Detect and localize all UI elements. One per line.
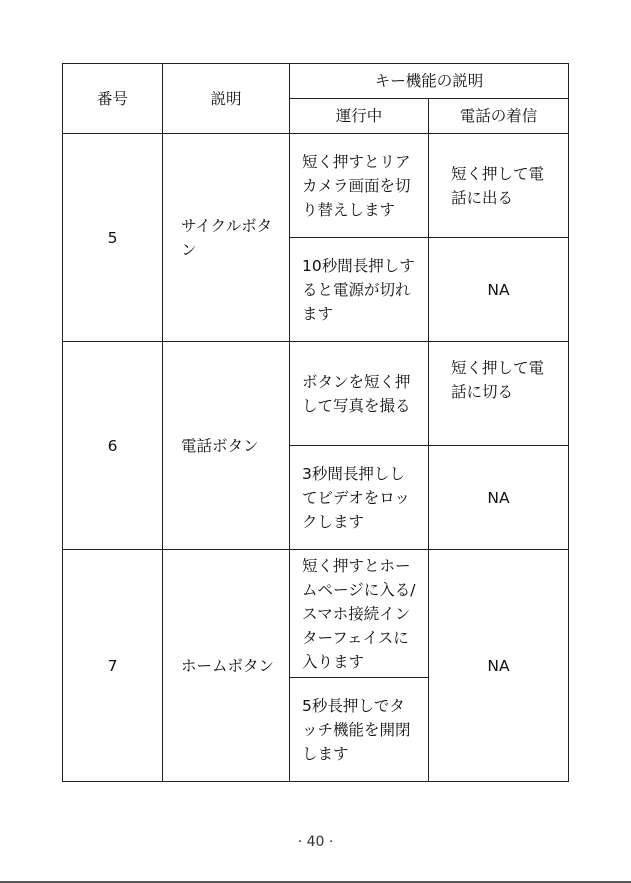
- running-action: 10秒間長押しすると電源が切れます: [290, 238, 429, 342]
- incoming-action: NA: [429, 446, 569, 550]
- running-action: 3秒間長押ししてビデオをロックします: [290, 446, 429, 550]
- row-number: 6: [63, 342, 163, 550]
- incoming-action: NA: [429, 550, 569, 782]
- incoming-action: 短く押して電話に出る: [429, 134, 569, 238]
- row-number: 5: [63, 134, 163, 342]
- incoming-action: NA: [429, 238, 569, 342]
- header-incoming-call: 電話の着信: [429, 99, 569, 134]
- header-key-function: キー機能の説明: [290, 64, 569, 99]
- header-description: 説明: [163, 64, 290, 134]
- row-description: 電話ボタン: [163, 342, 290, 550]
- row-number: 7: [63, 550, 163, 782]
- running-action: 短く押すとホームページに入る/スマホ接続インターフェイスに入ります: [290, 550, 429, 678]
- running-action: 5秒長押しでタッチ機能を開閉します: [290, 678, 429, 782]
- incoming-action: 短く押して電話に切る: [429, 342, 569, 446]
- header-running: 運行中: [290, 99, 429, 134]
- row-description: ホームボタン: [163, 550, 290, 782]
- running-action: ボタンを短く押して写真を撮る: [290, 342, 429, 446]
- header-number: 番号: [63, 64, 163, 134]
- page-number: · 40 ·: [297, 834, 334, 850]
- key-function-table: [62, 63, 569, 782]
- running-action: 短く押すとリアカメラ画面を切り替えします: [290, 134, 429, 238]
- row-description: サイクルボタン: [163, 134, 290, 342]
